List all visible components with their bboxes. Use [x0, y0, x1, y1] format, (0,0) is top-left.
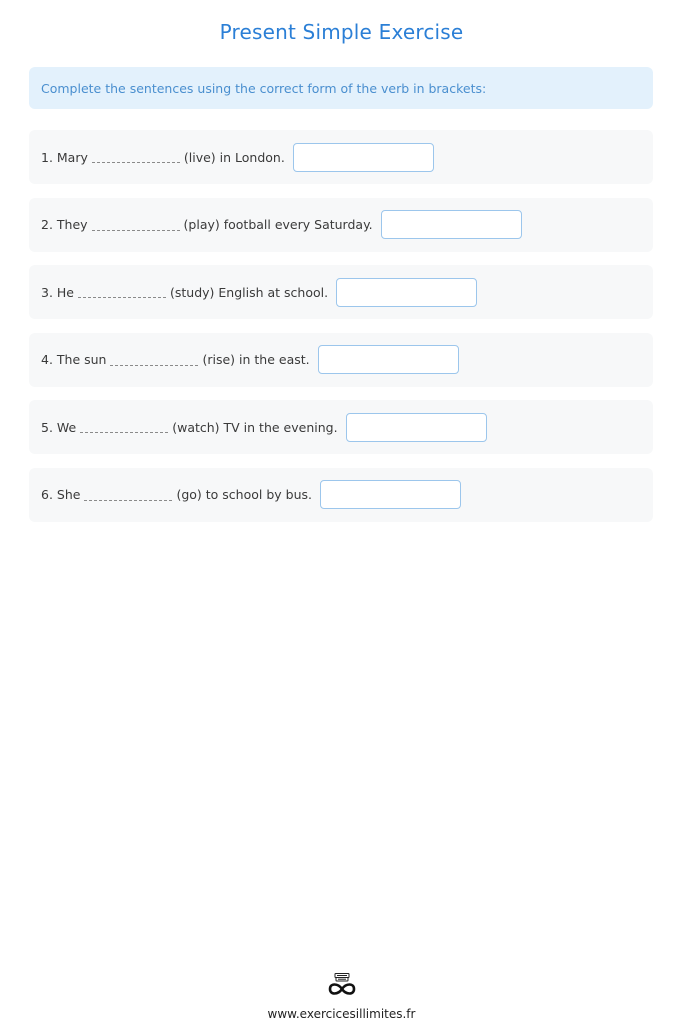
exercise-item-6: [29, 468, 653, 522]
infinity-book-icon: [326, 972, 358, 998]
blank-line: [92, 229, 180, 231]
blank-line: [110, 364, 198, 366]
sentence-start: 5. We: [41, 419, 77, 435]
exercise-list: [29, 130, 653, 535]
blank-line: [84, 499, 172, 501]
answer-input-1[interactable]: [293, 143, 434, 172]
exercise-item-3: [29, 265, 653, 319]
exercise-item-5: [29, 400, 653, 454]
answer-input-4[interactable]: [318, 345, 459, 374]
sentence-end: (rise) in the east.: [202, 352, 310, 367]
sentence-end: (study) English at school.: [170, 284, 329, 300]
answer-input-2[interactable]: [381, 210, 522, 239]
blank-line: [80, 431, 168, 433]
sentence-start: 2. They: [41, 217, 88, 232]
sentence-end: (watch) TV in the evening.: [172, 419, 338, 435]
answer-input-6[interactable]: [320, 480, 461, 509]
exercise-item-1: [29, 130, 653, 184]
footer-url: www.exercicesillimites.fr: [267, 1007, 416, 1021]
sentence-start: 4. The sun: [41, 352, 107, 367]
exercise-item-2: [29, 198, 653, 252]
sentence-end: (play) football every Saturday.: [183, 217, 373, 232]
answer-input-5[interactable]: [346, 413, 487, 442]
blank-line: [78, 296, 166, 298]
sentence-start: 6. She: [41, 487, 81, 502]
sentence-end: (live) in London.: [183, 149, 285, 165]
instructions-text: Complete the sentences using the correct form of the verb in brackets:: [41, 80, 487, 96]
answer-input-3[interactable]: [336, 278, 477, 307]
blank-line: [92, 161, 180, 163]
sentence-start: 1. Mary: [41, 149, 88, 165]
sentence-start: 3. He: [41, 284, 74, 300]
instructions-banner: [29, 67, 653, 109]
exercise-item-4: [29, 333, 653, 387]
page-title: Present Simple Exercise: [219, 20, 464, 44]
sentence-end: (go) to school by bus.: [176, 487, 312, 502]
